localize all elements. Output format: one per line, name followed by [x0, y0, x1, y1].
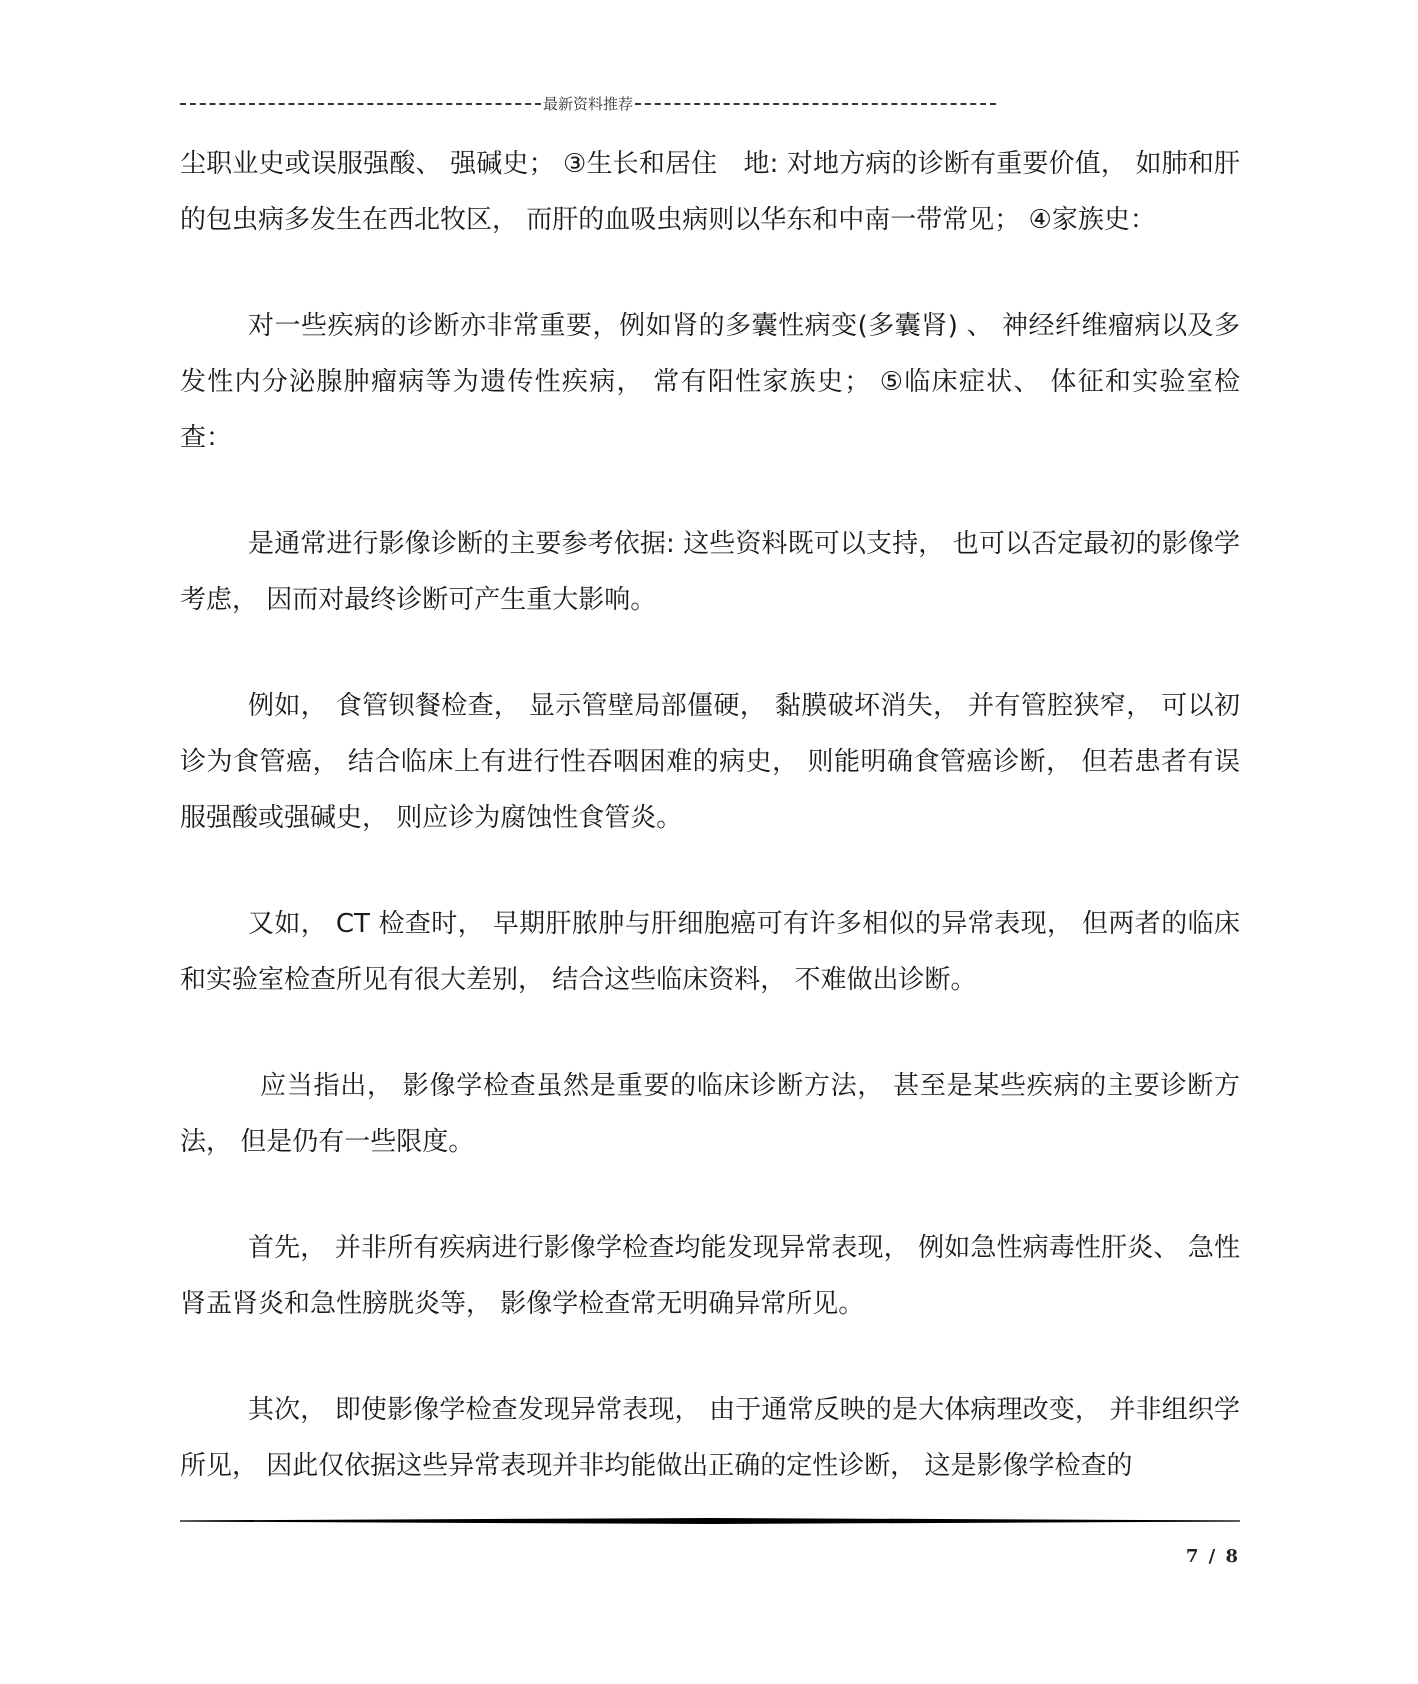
header-dash-left	[180, 103, 541, 105]
document-body	[180, 136, 1240, 1544]
paragraph-8: 其次， 即使影像学检查发现异常表现， 由于通常反映的是大体病理改变， 并非组织学所见， 因此仅依据这些异常表现并非均能做出正确的定性诊断， 这是影像学检查的	[180, 1395, 1240, 1481]
paragraph-1: 尘职业史或误服强酸、 强碱史； ③生长和居住 地: 对地方病的诊断有重要价值， 如肺和肝的包虫病多发生在西北牧区， 而肝的血吸虫病则以华东和中南一带常见； ④家族史：	[180, 149, 1240, 235]
page-header	[180, 92, 996, 114]
paragraph-3: 是通常进行影像诊断的主要参考依据: 这些资料既可以支持， 也可以否定最初的影像学考虑， 因而对最终诊断可产生重大影响。	[180, 529, 1240, 615]
paragraph-5: 又如， CT 检查时， 早期肝脓肿与肝细胞癌可有许多相似的异常表现， 但两者的临床和实验室检查所见有很大差别， 结合这些临床资料， 不难做出诊断。	[180, 909, 1240, 995]
header-dash-right	[635, 103, 996, 105]
paragraph-6: 应当指出， 影像学检查虽然是重要的临床诊断方法， 甚至是某些疾病的主要诊断方法， 但是仍有一些限度。	[180, 1071, 1240, 1157]
paragraph-4: 例如， 食管钡餐检查， 显示管壁局部僵硬， 黏膜破坏消失， 并有管腔狭窄， 可以初诊为食管癌， 结合临床上有进行性吞咽困难的病史， 则能明确食管癌诊断， 但若患者有误服强酸或强碱史， 则应诊为腐蚀性食管炎。	[180, 691, 1240, 833]
paragraph-7: 首先， 并非所有疾病进行影像学检查均能发现异常表现， 例如急性病毒性肝炎、 急性肾盂肾炎和急性膀胱炎等， 影像学检查常无明确异常所见。	[180, 1233, 1240, 1319]
paragraph-2: 对一些疾病的诊断亦非常重要，例如肾的多囊性病变(多囊肾) 、 神经纤维瘤病以及多发性内分泌腺肿瘤病等为遗传性疾病， 常有阳性家族史； ⑤临床症状、 体征和实验室检查：	[180, 311, 1240, 453]
page-number: 7 / 8	[1185, 1546, 1240, 1567]
header-title: 最新资料推荐	[543, 94, 634, 113]
